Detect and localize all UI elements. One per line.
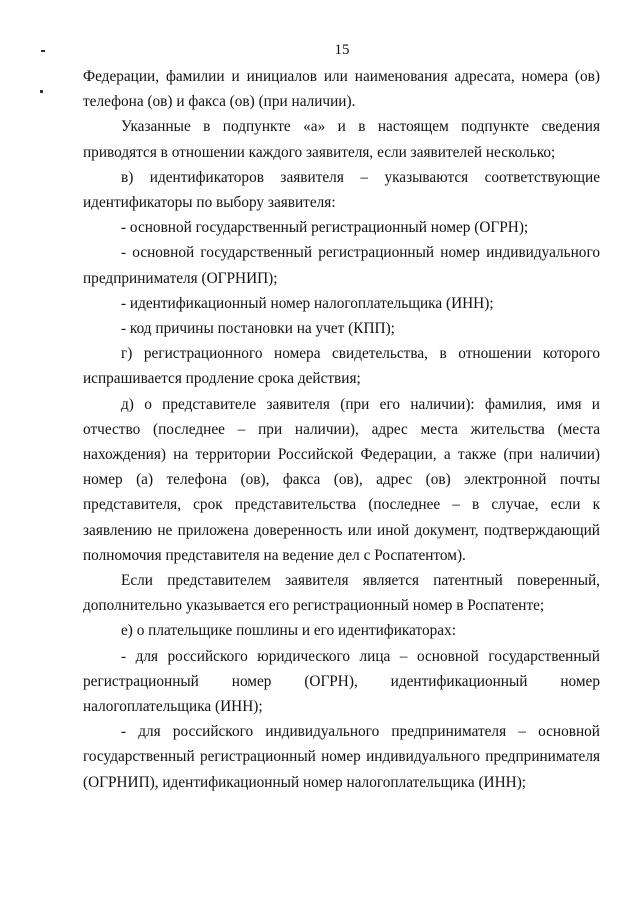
list-item-ogrnip: - основной государственный регистрационный номер индивидуального предпринимателя (ОГРНИП);: [83, 244, 600, 287]
paragraph-subpoint-d: д) о представителе заявителя (при его наличии): фамилия, имя и отчество (последнее – при наличии), адрес места жительства (места нахождения) на территории Российской Федерации, а также (при наличии) номер (а) телефона (ов), факса (ов), адрес (ов) электронной почты представителя, срок представительства (последнее – в случае, если к заявлению не приложена доверенность или иной документ, подтверждающий полномочия представителя на ведение дел с Роспатентом).: [83, 395, 600, 564]
paragraph-subpoint-g: г) регистрационного номера свидетельства, в отношении которого испрашивается продление срока действия;: [83, 345, 600, 388]
document-body: [83, 64, 600, 795]
page-number: 15: [334, 42, 350, 58]
paragraph-subpoint-v: в) идентификаторов заявителя – указываются соответствующие идентификаторы по выбору заявителя:: [83, 168, 600, 212]
paragraph-subpoint-a-note: Указанные в подпункте «а» и в настоящем подпункте сведения приводятся в отношении каждого заявителя, если заявителей несколько;: [83, 118, 600, 161]
list-item-ogrn: - основной государственный регистрационный номер (ОГРН);: [121, 219, 529, 237]
paragraph-subpoint-e: е) о плательщике пошлины и его идентификаторах:: [121, 622, 456, 640]
list-item-individual-entrepreneur: - для российского индивидуального предпринимателя – основной государственный регистрационный номер индивидуального предпринимателя (ОГРНИП), идентификационный номер налогоплательщика (ИНН);: [83, 723, 600, 791]
list-item-legal-entity: - для российского юридического лица – основной государственный регистрационный номер (ОГРН), идентификационный номер налогоплательщика (ИНН);: [83, 647, 600, 716]
paragraph-patent-attorney: Если представителем заявителя является патентный поверенный, дополнительно указывается его регистрационный номер в Роспатенте;: [83, 572, 600, 615]
paragraph-continuation: Федерации, фамилии и инициалов или наименования адресата, номера (ов) телефона (ов) и факса (ов) (при наличии).: [83, 68, 600, 111]
list-item-kpp: - код причины постановки на учет (КПП);: [121, 320, 395, 338]
list-item-inn: - идентификационный номер налогоплательщика (ИНН);: [121, 294, 494, 312]
scan-speck: [40, 90, 43, 93]
